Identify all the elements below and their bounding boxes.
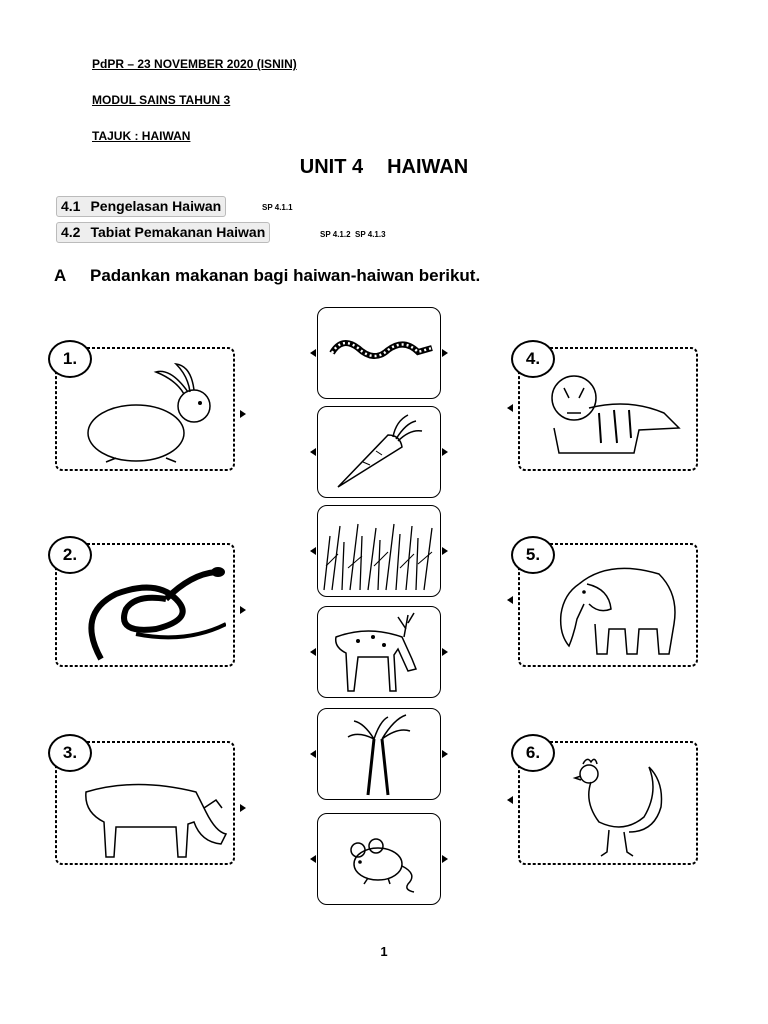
- animal-number: 1.: [48, 340, 92, 378]
- section-number: 4.1: [61, 198, 81, 214]
- rooster-icon: [539, 752, 689, 862]
- animal-number: 3.: [48, 734, 92, 772]
- page-number: 1: [380, 944, 388, 959]
- animal-number: 5.: [511, 536, 555, 574]
- sugarcane-icon: [318, 709, 440, 799]
- arrow-left-icon: [507, 596, 513, 604]
- arrow-left-icon: [310, 855, 316, 863]
- section-4-1: [56, 196, 226, 217]
- animal-card-2: [52, 540, 238, 670]
- cow-icon: [76, 752, 231, 862]
- animal-card-1: [52, 344, 238, 474]
- arrow-right-icon: [442, 448, 448, 456]
- grass-icon: [318, 506, 440, 596]
- arrow-right-icon: [442, 648, 448, 656]
- section-sp: SP 4.1.2 SP 4.1.3: [320, 230, 386, 239]
- mouse-icon: [318, 814, 440, 904]
- arrow-right-icon: [240, 804, 246, 812]
- arrow-left-icon: [310, 750, 316, 758]
- section-title: Tabiat Pemakanan Haiwan: [90, 224, 266, 240]
- arrow-left-icon: [310, 547, 316, 555]
- elephant-icon: [539, 554, 689, 664]
- food-box-1: [317, 307, 441, 399]
- food-box-3: [317, 505, 441, 597]
- instruction: [54, 266, 480, 286]
- arrow-left-icon: [310, 448, 316, 456]
- arrow-right-icon: [442, 855, 448, 863]
- animal-number: 4.: [511, 340, 555, 378]
- unit-title: [0, 156, 768, 179]
- tiger-icon: [539, 358, 689, 468]
- food-box-2: [317, 406, 441, 498]
- animal-number: 6.: [511, 734, 555, 772]
- deer-icon: [318, 607, 440, 697]
- unit-name: HAIWAN: [387, 156, 469, 178]
- header-date: PdPR – 23 NOVEMBER 2020 (ISNIN): [92, 57, 297, 71]
- animal-card-3: [52, 738, 238, 868]
- arrow-left-icon: [310, 349, 316, 357]
- section-number: 4.2: [61, 224, 81, 240]
- instruction-letter: A: [54, 266, 67, 285]
- food-box-5: [317, 708, 441, 800]
- animal-card-4: [515, 344, 701, 474]
- header-topic: TAJUK : HAIWAN: [92, 129, 191, 143]
- arrow-right-icon: [442, 349, 448, 357]
- food-box-4: [317, 606, 441, 698]
- arrow-right-icon: [240, 606, 246, 614]
- food-box-6: [317, 813, 441, 905]
- arrow-right-icon: [240, 410, 246, 418]
- instruction-text: Padankan makanan bagi haiwan-haiwan berikut.: [90, 266, 481, 285]
- worm-icon: [318, 308, 440, 398]
- rabbit-icon: [76, 358, 226, 468]
- section-title: Pengelasan Haiwan: [90, 198, 222, 214]
- animal-number: 2.: [48, 536, 92, 574]
- animal-card-6: [515, 738, 701, 868]
- carrot-icon: [318, 407, 440, 497]
- unit-label: UNIT 4: [299, 156, 364, 178]
- section-sp: SP 4.1.1: [262, 203, 293, 212]
- arrow-left-icon: [310, 648, 316, 656]
- section-4-2: [56, 222, 270, 243]
- snake-icon: [76, 554, 226, 664]
- arrow-right-icon: [442, 750, 448, 758]
- animal-card-5: [515, 540, 701, 670]
- arrow-left-icon: [507, 796, 513, 804]
- arrow-right-icon: [442, 547, 448, 555]
- arrow-left-icon: [507, 404, 513, 412]
- header-module: MODUL SAINS TAHUN 3: [92, 93, 231, 107]
